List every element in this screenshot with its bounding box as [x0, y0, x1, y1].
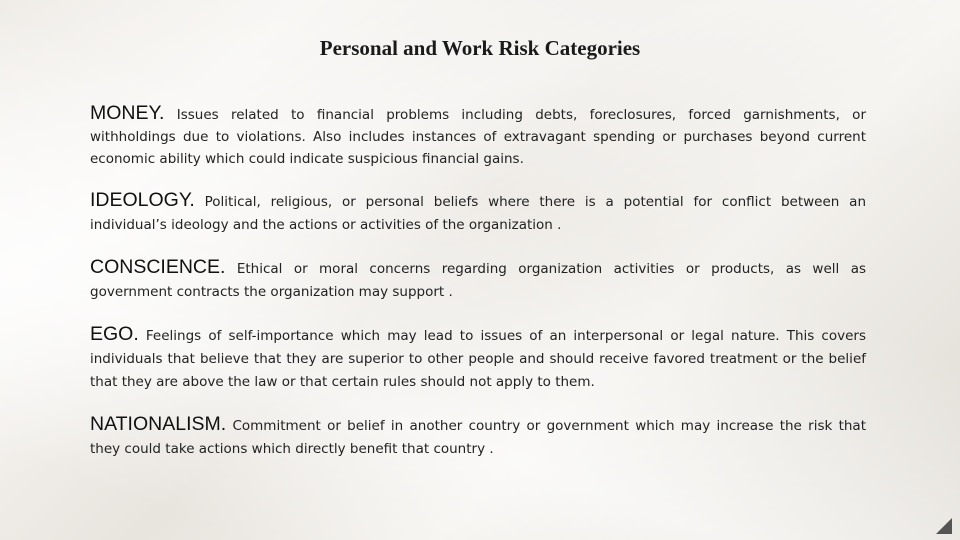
category-description: Commitment or belief in another country or government which may increase the risk that they could take actions which directly benefit that country .	[90, 418, 866, 457]
category-description: Ethical or moral concerns regarding organization activities or products, as well as government contracts the organization may support .	[90, 261, 866, 300]
category-term: CONSCIENCE.	[90, 256, 226, 278]
category-description: Issues related to financial problems including debts, foreclosures, forced garnishments, or withholdings due to violations. Also includes instances of extravagant spending or purchases beyond current economic ability which could indicate suspicious financial gains.	[90, 107, 866, 167]
category-nationalism	[90, 413, 866, 461]
category-term: NATIONALISM.	[90, 413, 227, 435]
category-description: Political, religious, or personal beliefs where there is a potential for conflict between an individual’s ideology and the actions or activities of the organization .	[90, 194, 866, 233]
slide-title: Personal and Work Risk Categories	[319, 36, 641, 60]
category-ego	[90, 323, 866, 394]
category-ideology	[90, 189, 866, 237]
corner-triangle-icon	[936, 518, 952, 534]
category-term: MONEY.	[90, 102, 165, 124]
category-money	[90, 102, 866, 170]
category-term: EGO.	[90, 323, 139, 345]
category-term: IDEOLOGY.	[90, 189, 195, 211]
category-conscience	[90, 256, 866, 304]
category-description: Feelings of self-importance which may lead to issues of an interpersonal or legal nature. This covers individuals that believe that they are superior to other people and should receive favored treatment or the belief that they are above the law or that certain rules should not apply to them.	[90, 328, 866, 390]
category-list	[90, 102, 866, 480]
